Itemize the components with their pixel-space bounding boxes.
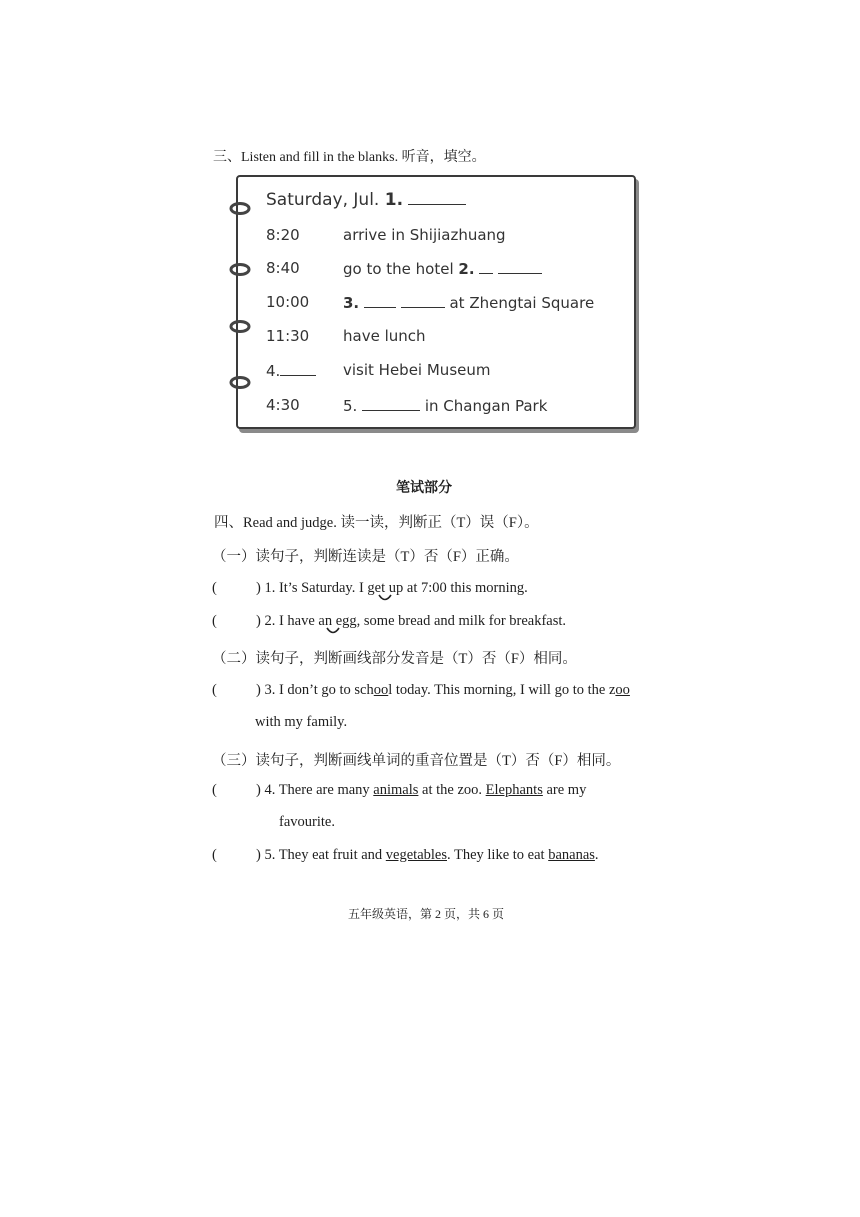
activity-text: go to the hotel <box>343 260 459 278</box>
ring-binder-icon <box>229 202 251 215</box>
section-3-heading: 三、Listen and fill in the blanks. 听音，填空。 <box>213 150 486 165</box>
answer-paren[interactable]: ( <box>212 682 217 698</box>
schedule-time: 8:40 <box>266 259 300 277</box>
answer-blank <box>401 293 445 308</box>
underlined-word: vegetables <box>385 847 447 863</box>
answer-blank <box>498 259 542 274</box>
schedule-activity: have lunch <box>343 327 426 345</box>
answer-blank <box>479 259 493 274</box>
question-text: ) 4. There are many <box>256 782 374 798</box>
linked-word: get <box>367 580 386 596</box>
blank-number: 4. <box>266 362 281 380</box>
written-part-title: 笔试部分 <box>396 480 452 496</box>
part-3-heading: （三）读句子，判断画线单词的重音位置是（T）否（F）相同。 <box>212 753 621 769</box>
ring-binder-icon <box>229 376 251 389</box>
question-text: , some bread and milk for breakfast. <box>356 613 567 629</box>
question-text: at 7:00 this morning. <box>403 580 528 596</box>
schedule-time: 8:20 <box>266 226 300 244</box>
ring-binder-icon <box>229 320 251 333</box>
ring-binder-icon <box>229 263 251 276</box>
question-4 <box>212 782 586 799</box>
activity-text: in Changan Park <box>420 397 548 415</box>
answer-blank <box>408 190 466 205</box>
question-text: ) 1. It’s Saturday. I <box>256 580 368 596</box>
question-text: ) 5. They eat fruit and <box>256 847 386 863</box>
underlined-part: oo <box>373 682 389 698</box>
activity-text: at Zhengtai Square <box>444 294 595 312</box>
question-4-continued: favourite. <box>279 814 335 830</box>
question-text: l today. This morning, I will go to the z <box>388 682 616 698</box>
schedule-activity: visit Hebei Museum <box>343 361 491 379</box>
schedule-activity <box>343 293 594 312</box>
question-1 <box>212 580 528 597</box>
schedule-time: 11:30 <box>266 327 310 345</box>
schedule-activity <box>343 259 542 278</box>
schedule-time: 10:00 <box>266 293 310 311</box>
schedule-date <box>266 190 466 210</box>
question-3 <box>212 682 630 699</box>
part-1-heading: （一）读句子，判断连读是（T）否（F）正确。 <box>212 549 519 565</box>
date-text: Saturday, Jul. <box>266 190 385 210</box>
question-text: . <box>594 847 599 863</box>
answer-blank <box>280 361 316 376</box>
blank-number: 3. <box>343 294 360 312</box>
blank-number: 1. <box>384 190 404 210</box>
liaison-mark-icon <box>377 594 393 602</box>
answer-paren[interactable]: ( <box>212 580 217 596</box>
question-text: are my <box>542 782 587 798</box>
question-text: ) 2. I have <box>256 613 319 629</box>
page-footer: 五年级英语，第 2 页，共 6 页 <box>348 907 505 921</box>
schedule-time: 4:30 <box>266 396 300 414</box>
underlined-word: animals <box>373 782 419 798</box>
blank-number: 5. <box>343 397 358 415</box>
liaison-mark-icon <box>325 627 341 635</box>
section-4-heading: 四、Read and judge. 读一读，判断正（T）误（F）。 <box>214 515 539 531</box>
question-text: ) 3. I don’t go to sch <box>256 682 374 698</box>
underlined-part: oo <box>615 682 630 698</box>
schedule-time <box>266 361 316 380</box>
answer-paren[interactable]: ( <box>212 847 217 863</box>
schedule-activity: arrive in Shijiazhuang <box>343 226 506 244</box>
part-2-heading: （二）读句子，判断画线部分发音是（T）否（F）相同。 <box>212 651 577 667</box>
answer-blank <box>362 396 420 411</box>
underlined-word: bananas <box>548 847 595 863</box>
question-3-continued: with my family. <box>255 714 348 730</box>
linked-word: an <box>318 613 333 629</box>
schedule-activity <box>343 396 547 415</box>
answer-paren[interactable]: ( <box>212 782 217 798</box>
answer-paren[interactable]: ( <box>212 613 217 629</box>
question-text: . They like to eat <box>447 847 549 863</box>
question-text: at the zoo. <box>418 782 486 798</box>
underlined-word: Elephants <box>485 782 543 798</box>
blank-number: 2. <box>458 260 475 278</box>
question-5 <box>212 847 599 864</box>
linked-word: up <box>388 580 404 596</box>
answer-blank <box>364 293 396 308</box>
question-2 <box>212 613 566 630</box>
linked-word: egg <box>335 613 357 629</box>
